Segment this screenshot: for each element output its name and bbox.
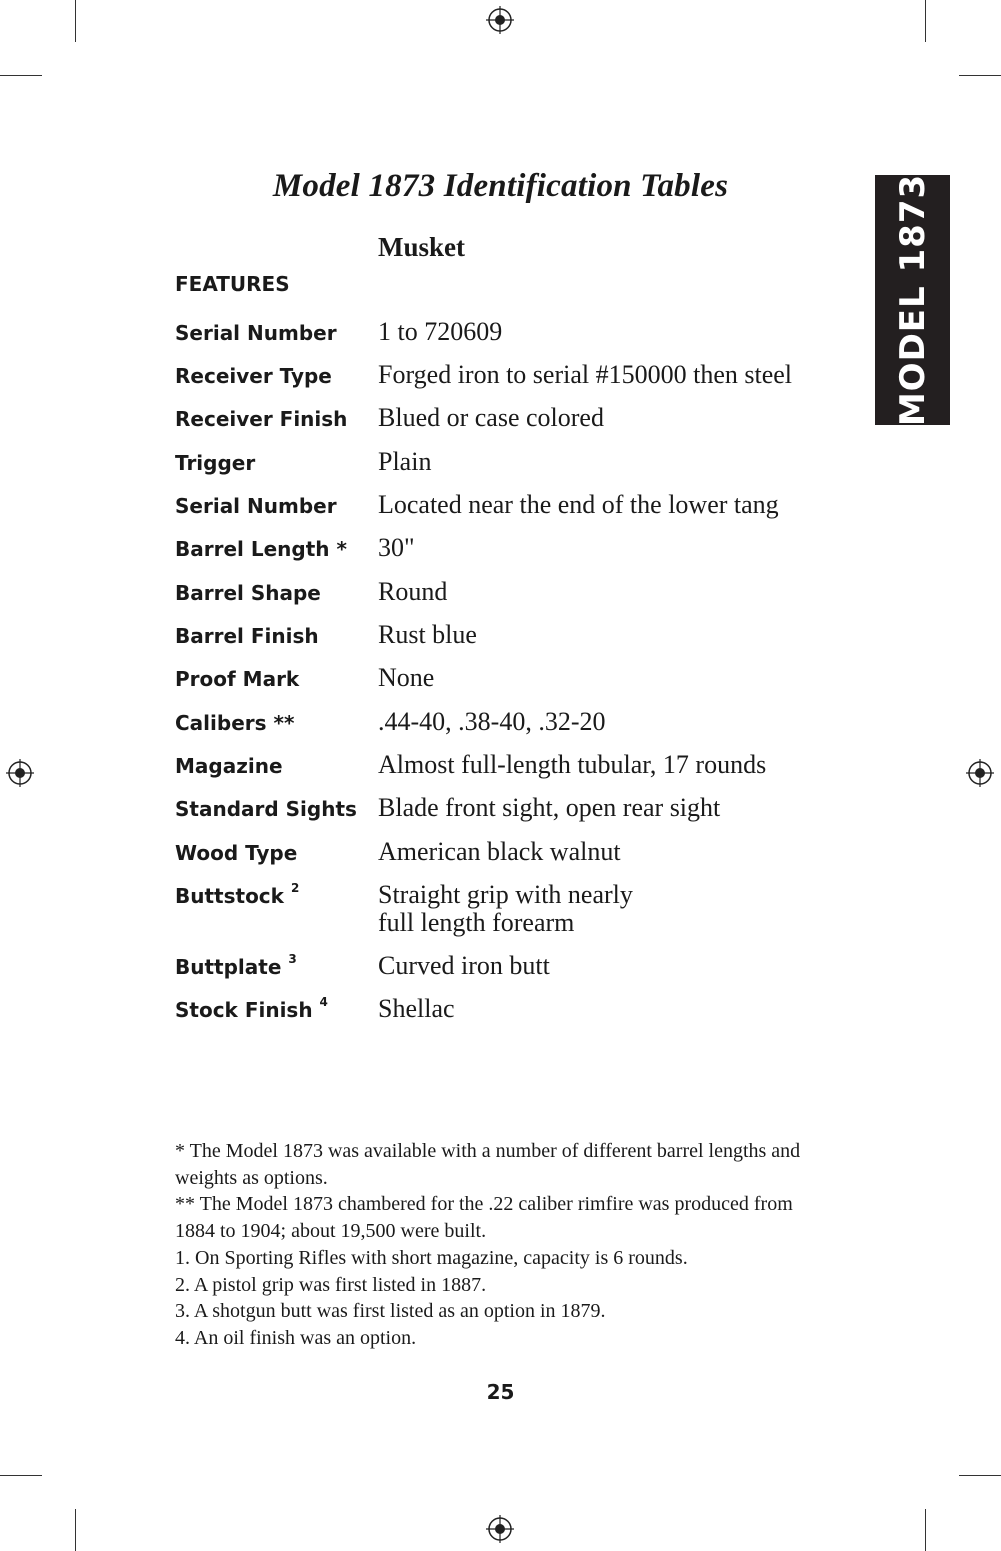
feature-label: Buttstock $^2$: [175, 881, 300, 908]
feature-value: Blued or case colored: [378, 403, 604, 432]
feature-value: Almost full-length tubular, 17 rounds: [378, 750, 767, 779]
footnotes: [175, 1138, 825, 1352]
features-label: FEATURES: [175, 272, 290, 296]
footnote: 1. On Sporting Rifles with short magazine, capacity is 6 rounds.: [175, 1246, 688, 1269]
feature-value: 30": [378, 533, 415, 562]
feature-value: American black walnut: [378, 837, 621, 866]
feature-value: 1 to 720609: [378, 317, 503, 346]
feature-label: Barrel Finish: [175, 624, 319, 648]
registration-mark-icon: [485, 1514, 515, 1544]
page-number: 25: [486, 1380, 515, 1404]
crop-mark: [959, 1475, 1001, 1476]
crop-mark: [0, 75, 42, 76]
crop-mark: [959, 75, 1001, 76]
page-title: Model 1873 Identification Tables: [272, 168, 729, 204]
footnote: 2. A pistol grip was first listed in 1887.: [175, 1273, 487, 1296]
feature-label: Buttplate $^3$: [175, 952, 297, 979]
feature-label: Receiver Type: [175, 364, 332, 388]
feature-label: Proof Mark: [175, 667, 300, 691]
crop-mark: [75, 1509, 76, 1551]
feature-value: Located near the end of the lower tang: [378, 490, 779, 519]
feature-value: Shellac: [378, 994, 455, 1023]
feature-value: Blade front sight, open rear sight: [378, 793, 721, 822]
registration-mark-icon: [965, 758, 995, 788]
feature-value: Plain: [378, 447, 432, 476]
feature-value: Round: [378, 577, 448, 606]
feature-label: Barrel Shape: [175, 581, 321, 605]
feature-value: Straight grip with nearly full length forearm: [378, 880, 633, 937]
feature-value: .44-40, .38-40, .32-20: [378, 707, 606, 736]
footnote: ** The Model 1873 chambered for the .22 caliber rimfire was produced from 1884 to 1904; about 19,500 were built.: [175, 1193, 793, 1243]
feature-value: Rust blue: [378, 620, 477, 649]
feature-label: Serial Number: [175, 494, 337, 518]
side-tab: [875, 175, 950, 425]
registration-mark-icon: [485, 5, 515, 35]
footnote: 3. A shotgun butt was first listed as an option in 1879.: [175, 1300, 606, 1323]
feature-value: Forged iron to serial #150000 then steel: [378, 360, 793, 389]
feature-label: Wood Type: [175, 841, 298, 865]
feature-label: Barrel Length *: [175, 537, 347, 561]
registration-mark-icon: [5, 758, 35, 788]
crop-mark: [75, 0, 76, 42]
footnote: 4. An oil finish was an option.: [175, 1326, 417, 1349]
crop-mark: [925, 1509, 926, 1551]
feature-label: Magazine: [175, 754, 283, 778]
feature-value: Curved iron butt: [378, 951, 550, 980]
feature-label: Calibers **: [175, 711, 295, 735]
feature-value: None: [378, 663, 435, 692]
feature-label: Serial Number: [175, 321, 337, 345]
footnote: * The Model 1873 was available with a number of different barrel lengths and weights as options.: [175, 1140, 801, 1189]
feature-label: Receiver Finish: [175, 407, 348, 431]
column-header: Musket: [378, 232, 465, 262]
crop-mark: [925, 0, 926, 42]
crop-mark: [0, 1475, 42, 1476]
feature-label: Standard Sights: [175, 797, 357, 821]
feature-label: Trigger: [175, 451, 256, 475]
side-tab-label: MODEL 1873: [892, 173, 933, 427]
feature-label: Stock Finish $^4$: [175, 995, 328, 1022]
